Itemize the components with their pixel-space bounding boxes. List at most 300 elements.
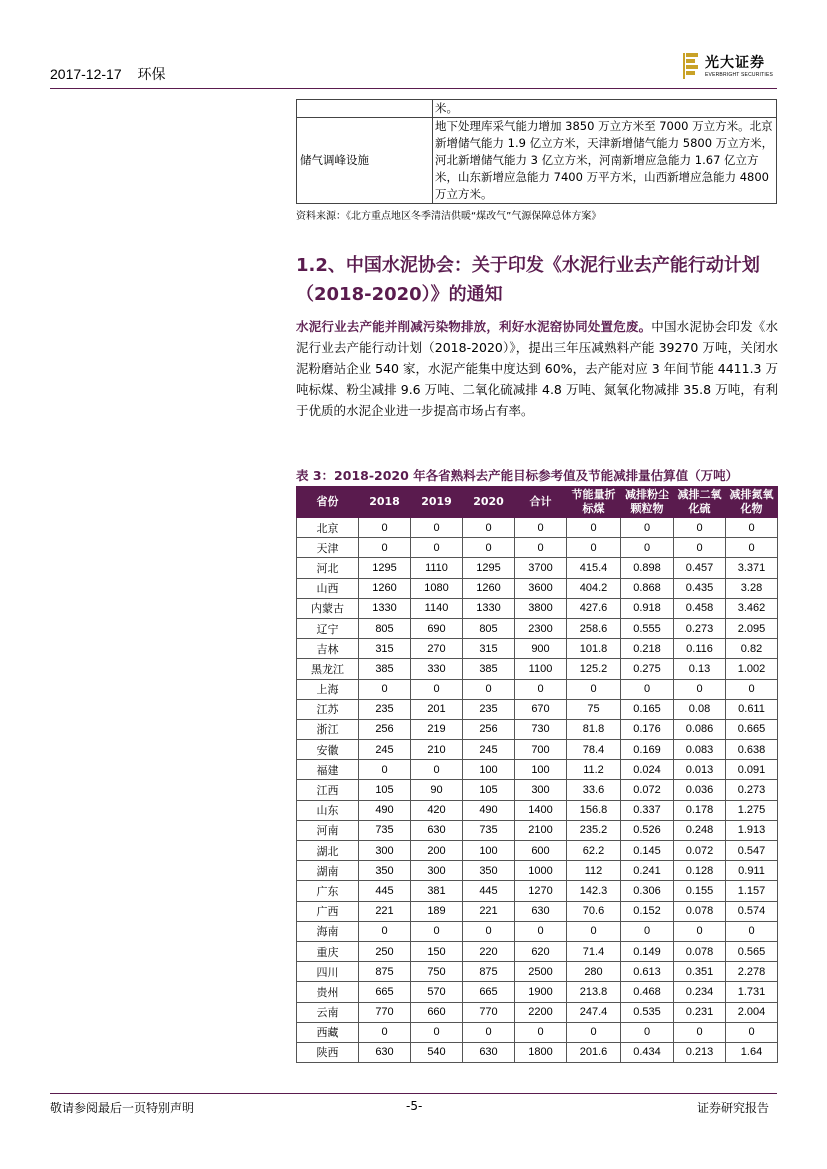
value-cell: 200: [411, 841, 463, 861]
value-cell: 0.918: [621, 598, 674, 618]
value-cell: 0.337: [621, 800, 674, 820]
value-cell: 2300: [515, 618, 567, 638]
value-cell: 404.2: [567, 578, 621, 598]
value-cell: 0.13: [674, 659, 726, 679]
value-cell: 1.157: [726, 881, 778, 901]
value-cell: 750: [411, 962, 463, 982]
row-label: [297, 100, 433, 118]
value-cell: 805: [359, 618, 411, 638]
value-cell: 62.2: [567, 841, 621, 861]
value-cell: 0.565: [726, 941, 778, 961]
value-cell: 100: [515, 760, 567, 780]
value-cell: 0.273: [726, 780, 778, 800]
province-cell: 内蒙古: [297, 598, 359, 618]
value-cell: 1080: [411, 578, 463, 598]
table-row: [297, 881, 778, 901]
value-cell: 0: [359, 760, 411, 780]
table-row: [297, 699, 778, 719]
value-cell: 0: [567, 921, 621, 941]
table-row: [297, 679, 778, 699]
value-cell: 0: [411, 538, 463, 558]
value-cell: 0: [359, 1022, 411, 1042]
value-cell: 0: [515, 1022, 567, 1042]
column-header: 2018: [359, 487, 411, 518]
value-cell: 660: [411, 1002, 463, 1022]
value-cell: 770: [463, 1002, 515, 1022]
company-logo: [683, 50, 783, 84]
value-cell: 700: [515, 740, 567, 760]
value-cell: 381: [411, 881, 463, 901]
value-cell: 0.231: [674, 1002, 726, 1022]
value-cell: 570: [411, 982, 463, 1002]
value-cell: 219: [411, 719, 463, 739]
province-cell: 广西: [297, 901, 359, 921]
value-cell: 0.091: [726, 760, 778, 780]
province-cell: 河南: [297, 820, 359, 840]
logo-text-en: EVERBRIGHT SECURITIES: [705, 72, 774, 78]
province-cell: 浙江: [297, 719, 359, 739]
table-row: [297, 780, 778, 800]
value-cell: 0: [359, 518, 411, 538]
logo-text-cn: 光大证券: [705, 55, 765, 71]
province-cell: 湖北: [297, 841, 359, 861]
paragraph-lead: 水泥行业去产能并削减污染物排放，利好水泥窑协同处置危废。: [296, 319, 652, 334]
value-cell: 315: [463, 639, 515, 659]
value-cell: 0: [567, 538, 621, 558]
province-cell: 上海: [297, 679, 359, 699]
value-cell: 142.3: [567, 881, 621, 901]
value-cell: 385: [463, 659, 515, 679]
paragraph-body: 中国水泥协会印发《水泥行业去产能行动计划（2018-2020）》，提出三年压减熟料产能 39270 万吨，关闭水泥粉磨站企业 540 家，水泥产能集中度达到 60%，去产能对应 3 年间节能 4411.3 万吨标煤、粉尘减排 9.6 万吨、二氧化硫减排 4.8 万吨、氮氧化物减排 35.8 万吨，有利于优质的水泥企业进一步提高市场占有率。: [296, 319, 778, 418]
value-cell: 0.176: [621, 719, 674, 739]
value-cell: 0.275: [621, 659, 674, 679]
table-row: [297, 659, 778, 679]
table-row: [297, 719, 778, 739]
value-cell: 1.913: [726, 820, 778, 840]
value-cell: 630: [359, 1042, 411, 1062]
value-cell: 0.547: [726, 841, 778, 861]
table-row: [297, 578, 778, 598]
value-cell: 0: [621, 679, 674, 699]
row-content: 地下处理库采气能力增加 3850 万立方米至 7000 万立方米。北京新增储气能力 1.9 亿立方米，天津新增储气能力 5800 万立方米，河北新增储气能力 3 亿立方米，河南新增应急能力 1.67 亿立方米，山东新增应急能力 7400 万平方米，山西新增应急能力 4800 万立方米。: [433, 118, 777, 204]
value-cell: 1330: [359, 598, 411, 618]
province-cell: 江西: [297, 780, 359, 800]
capacity-table: [296, 486, 778, 1063]
value-cell: 2200: [515, 1002, 567, 1022]
province-cell: 江苏: [297, 699, 359, 719]
table-row: [297, 639, 778, 659]
value-cell: 112: [567, 861, 621, 881]
value-cell: 300: [359, 841, 411, 861]
report-sector: 环保: [137, 66, 166, 82]
value-cell: 0.072: [621, 780, 674, 800]
row-label: 储气调峰设施: [297, 118, 433, 204]
value-cell: 90: [411, 780, 463, 800]
value-cell: 665: [463, 982, 515, 1002]
value-cell: 0.611: [726, 699, 778, 719]
value-cell: 0: [674, 679, 726, 699]
value-cell: 0.08: [674, 699, 726, 719]
value-cell: 490: [463, 800, 515, 820]
section-title: 1.2、中国水泥协会：关于印发《水泥行业去产能行动计划（2018-2020）》的通知: [296, 255, 760, 305]
table-row: [297, 1002, 778, 1022]
disclaimer-note: 敬请参阅最后一页特别声明: [50, 1101, 195, 1115]
table-row: [297, 841, 778, 861]
value-cell: 0.535: [621, 1002, 674, 1022]
province-cell: 福建: [297, 760, 359, 780]
value-cell: 0: [621, 921, 674, 941]
value-cell: 875: [359, 962, 411, 982]
value-cell: 385: [359, 659, 411, 679]
value-cell: 0: [515, 921, 567, 941]
value-cell: 0.234: [674, 982, 726, 1002]
value-cell: 0.82: [726, 639, 778, 659]
value-cell: 0: [726, 518, 778, 538]
value-cell: 0.116: [674, 639, 726, 659]
value-cell: 0.868: [621, 578, 674, 598]
value-cell: 247.4: [567, 1002, 621, 1022]
value-cell: 3600: [515, 578, 567, 598]
province-cell: 四川: [297, 962, 359, 982]
province-cell: 海南: [297, 921, 359, 941]
value-cell: 0: [726, 538, 778, 558]
value-cell: 0: [359, 679, 411, 699]
value-cell: 1260: [463, 578, 515, 598]
value-cell: 0: [674, 921, 726, 941]
value-cell: 3.371: [726, 558, 778, 578]
value-cell: 0.145: [621, 841, 674, 861]
value-cell: 1100: [515, 659, 567, 679]
source-note: 资料来源：《北方重点地区冬季清洁供暖“煤改气”气源保障总体方案》: [296, 211, 602, 222]
value-cell: 0: [621, 538, 674, 558]
value-cell: 1260: [359, 578, 411, 598]
value-cell: 0: [567, 679, 621, 699]
value-cell: 3.28: [726, 578, 778, 598]
value-cell: 427.6: [567, 598, 621, 618]
value-cell: 258.6: [567, 618, 621, 638]
value-cell: 620: [515, 941, 567, 961]
value-cell: 490: [359, 800, 411, 820]
value-cell: 0: [359, 538, 411, 558]
value-cell: 70.6: [567, 901, 621, 921]
value-cell: 770: [359, 1002, 411, 1022]
value-cell: 300: [411, 861, 463, 881]
value-cell: 221: [463, 901, 515, 921]
value-cell: 2100: [515, 820, 567, 840]
value-cell: 81.8: [567, 719, 621, 739]
value-cell: 0.435: [674, 578, 726, 598]
table-row: [297, 941, 778, 961]
province-cell: 湖南: [297, 861, 359, 881]
column-header: 减排粉尘颗粒物: [621, 487, 674, 518]
value-cell: 150: [411, 941, 463, 961]
value-cell: 315: [359, 639, 411, 659]
value-cell: 735: [463, 820, 515, 840]
value-cell: 0: [411, 679, 463, 699]
value-cell: 245: [359, 740, 411, 760]
province-cell: 重庆: [297, 941, 359, 961]
value-cell: 1800: [515, 1042, 567, 1062]
table-row: [297, 100, 777, 118]
value-cell: 256: [463, 719, 515, 739]
table-row: [297, 861, 778, 881]
value-cell: 201.6: [567, 1042, 621, 1062]
table-row: [297, 538, 778, 558]
value-cell: 1140: [411, 598, 463, 618]
value-cell: 0.351: [674, 962, 726, 982]
value-cell: 0: [411, 921, 463, 941]
table-body: [297, 518, 778, 1063]
value-cell: 0: [463, 538, 515, 558]
value-cell: 156.8: [567, 800, 621, 820]
value-cell: 0: [359, 921, 411, 941]
value-cell: 300: [515, 780, 567, 800]
value-cell: 0.434: [621, 1042, 674, 1062]
value-cell: 415.4: [567, 558, 621, 578]
value-cell: 100: [463, 760, 515, 780]
value-cell: 0.458: [674, 598, 726, 618]
value-cell: 0.169: [621, 740, 674, 760]
province-cell: 云南: [297, 1002, 359, 1022]
value-cell: 0.526: [621, 820, 674, 840]
column-header: 省份: [297, 487, 359, 518]
value-cell: 189: [411, 901, 463, 921]
value-cell: 3700: [515, 558, 567, 578]
value-cell: 101.8: [567, 639, 621, 659]
value-cell: 221: [359, 901, 411, 921]
value-cell: 0: [726, 921, 778, 941]
value-cell: 0: [726, 679, 778, 699]
value-cell: 0.165: [621, 699, 674, 719]
value-cell: 1000: [515, 861, 567, 881]
value-cell: 125.2: [567, 659, 621, 679]
section-paragraph: [296, 316, 778, 421]
value-cell: 0: [411, 1022, 463, 1042]
value-cell: 630: [411, 820, 463, 840]
value-cell: 0: [411, 760, 463, 780]
value-cell: 0: [463, 679, 515, 699]
row-content: 米。: [433, 100, 777, 118]
value-cell: 0.013: [674, 760, 726, 780]
report-date: 2017-12-17: [50, 66, 122, 82]
value-cell: 0.218: [621, 639, 674, 659]
value-cell: 1295: [359, 558, 411, 578]
value-cell: 0: [567, 518, 621, 538]
value-cell: 0.248: [674, 820, 726, 840]
value-cell: 805: [463, 618, 515, 638]
report-type: 证券研究报告: [697, 1101, 770, 1115]
value-cell: 1.002: [726, 659, 778, 679]
value-cell: 600: [515, 841, 567, 861]
value-cell: 0.155: [674, 881, 726, 901]
value-cell: 256: [359, 719, 411, 739]
value-cell: 670: [515, 699, 567, 719]
value-cell: 0.555: [621, 618, 674, 638]
table-row: [297, 820, 778, 840]
value-cell: 0.024: [621, 760, 674, 780]
value-cell: 3800: [515, 598, 567, 618]
value-cell: 105: [359, 780, 411, 800]
value-cell: 730: [515, 719, 567, 739]
column-header: 减排氮氧化物: [726, 487, 778, 518]
value-cell: 1.731: [726, 982, 778, 1002]
value-cell: 445: [359, 881, 411, 901]
value-cell: 0: [674, 1022, 726, 1042]
value-cell: 0: [515, 679, 567, 699]
value-cell: 0.178: [674, 800, 726, 820]
value-cell: 2.095: [726, 618, 778, 638]
value-cell: 690: [411, 618, 463, 638]
value-cell: 0.072: [674, 841, 726, 861]
province-cell: 黑龙江: [297, 659, 359, 679]
value-cell: 235: [359, 699, 411, 719]
province-cell: 陕西: [297, 1042, 359, 1062]
column-header: 减排二氧化硫: [674, 487, 726, 518]
value-cell: 250: [359, 941, 411, 961]
province-cell: 吉林: [297, 639, 359, 659]
value-cell: 1.275: [726, 800, 778, 820]
province-cell: 天津: [297, 538, 359, 558]
value-cell: 71.4: [567, 941, 621, 961]
value-cell: 1330: [463, 598, 515, 618]
page-number: -5-: [406, 1099, 423, 1113]
value-cell: 1.64: [726, 1042, 778, 1062]
table-row: [297, 1022, 778, 1042]
value-cell: 0: [674, 518, 726, 538]
value-cell: 0: [515, 518, 567, 538]
value-cell: 0.911: [726, 861, 778, 881]
table-row: [297, 760, 778, 780]
value-cell: 330: [411, 659, 463, 679]
value-cell: 105: [463, 780, 515, 800]
value-cell: 0.149: [621, 941, 674, 961]
value-cell: 0.306: [621, 881, 674, 901]
value-cell: 11.2: [567, 760, 621, 780]
value-cell: 33.6: [567, 780, 621, 800]
value-cell: 213.8: [567, 982, 621, 1002]
continued-table: [296, 99, 777, 204]
value-cell: 0.128: [674, 861, 726, 881]
value-cell: 0: [463, 921, 515, 941]
value-cell: 0.083: [674, 740, 726, 760]
table-row: [297, 558, 778, 578]
province-cell: 西藏: [297, 1022, 359, 1042]
table-row: [297, 800, 778, 820]
footer-divider: [50, 1093, 777, 1094]
value-cell: 0: [463, 518, 515, 538]
table-header-row: [297, 487, 778, 518]
value-cell: 0.036: [674, 780, 726, 800]
value-cell: 78.4: [567, 740, 621, 760]
column-header: 2019: [411, 487, 463, 518]
value-cell: 0.086: [674, 719, 726, 739]
value-cell: 210: [411, 740, 463, 760]
table-row: [297, 962, 778, 982]
table-row: [297, 921, 778, 941]
value-cell: 235.2: [567, 820, 621, 840]
table-row: [297, 740, 778, 760]
value-cell: 0.665: [726, 719, 778, 739]
column-header: 合计: [515, 487, 567, 518]
value-cell: 1400: [515, 800, 567, 820]
value-cell: 665: [359, 982, 411, 1002]
value-cell: 270: [411, 639, 463, 659]
column-header: 节能量折标煤: [567, 487, 621, 518]
province-cell: 广东: [297, 881, 359, 901]
value-cell: 3.462: [726, 598, 778, 618]
value-cell: 0: [567, 1022, 621, 1042]
value-cell: 1295: [463, 558, 515, 578]
value-cell: 420: [411, 800, 463, 820]
value-cell: 0.613: [621, 962, 674, 982]
province-cell: 北京: [297, 518, 359, 538]
value-cell: 0: [515, 538, 567, 558]
value-cell: 0.078: [674, 901, 726, 921]
column-header: 2020: [463, 487, 515, 518]
value-cell: 875: [463, 962, 515, 982]
table-row: [297, 1042, 778, 1062]
value-cell: 2.004: [726, 1002, 778, 1022]
value-cell: 2.278: [726, 962, 778, 982]
header-date-line: [50, 64, 166, 84]
table-row: [297, 518, 778, 538]
value-cell: 280: [567, 962, 621, 982]
value-cell: 0: [463, 1022, 515, 1042]
province-cell: 山西: [297, 578, 359, 598]
value-cell: 201: [411, 699, 463, 719]
value-cell: 540: [411, 1042, 463, 1062]
value-cell: 245: [463, 740, 515, 760]
header-divider: [50, 88, 777, 89]
value-cell: 235: [463, 699, 515, 719]
table-row: [297, 982, 778, 1002]
value-cell: 1110: [411, 558, 463, 578]
value-cell: 0.457: [674, 558, 726, 578]
table-row: [297, 598, 778, 618]
province-cell: 贵州: [297, 982, 359, 1002]
value-cell: 900: [515, 639, 567, 659]
province-cell: 辽宁: [297, 618, 359, 638]
value-cell: 0.273: [674, 618, 726, 638]
value-cell: 0: [621, 1022, 674, 1042]
province-cell: 河北: [297, 558, 359, 578]
value-cell: 630: [515, 901, 567, 921]
value-cell: 735: [359, 820, 411, 840]
province-cell: 安徽: [297, 740, 359, 760]
value-cell: 350: [359, 861, 411, 881]
value-cell: 0: [726, 1022, 778, 1042]
value-cell: 445: [463, 881, 515, 901]
value-cell: 0.078: [674, 941, 726, 961]
value-cell: 0.241: [621, 861, 674, 881]
value-cell: 0: [674, 538, 726, 558]
value-cell: 100: [463, 841, 515, 861]
value-cell: 350: [463, 861, 515, 881]
logo-mark-icon: [683, 52, 701, 80]
value-cell: 75: [567, 699, 621, 719]
table-row: [297, 901, 778, 921]
value-cell: 1900: [515, 982, 567, 1002]
value-cell: 0.152: [621, 901, 674, 921]
value-cell: 0.898: [621, 558, 674, 578]
table-caption: 表 3：2018-2020 年各省熟料去产能目标参考值及节能减排量估算值（万吨）: [296, 468, 739, 483]
value-cell: 220: [463, 941, 515, 961]
province-cell: 山东: [297, 800, 359, 820]
value-cell: 0: [621, 518, 674, 538]
table-row: [297, 118, 777, 204]
value-cell: 0.638: [726, 740, 778, 760]
value-cell: 630: [463, 1042, 515, 1062]
